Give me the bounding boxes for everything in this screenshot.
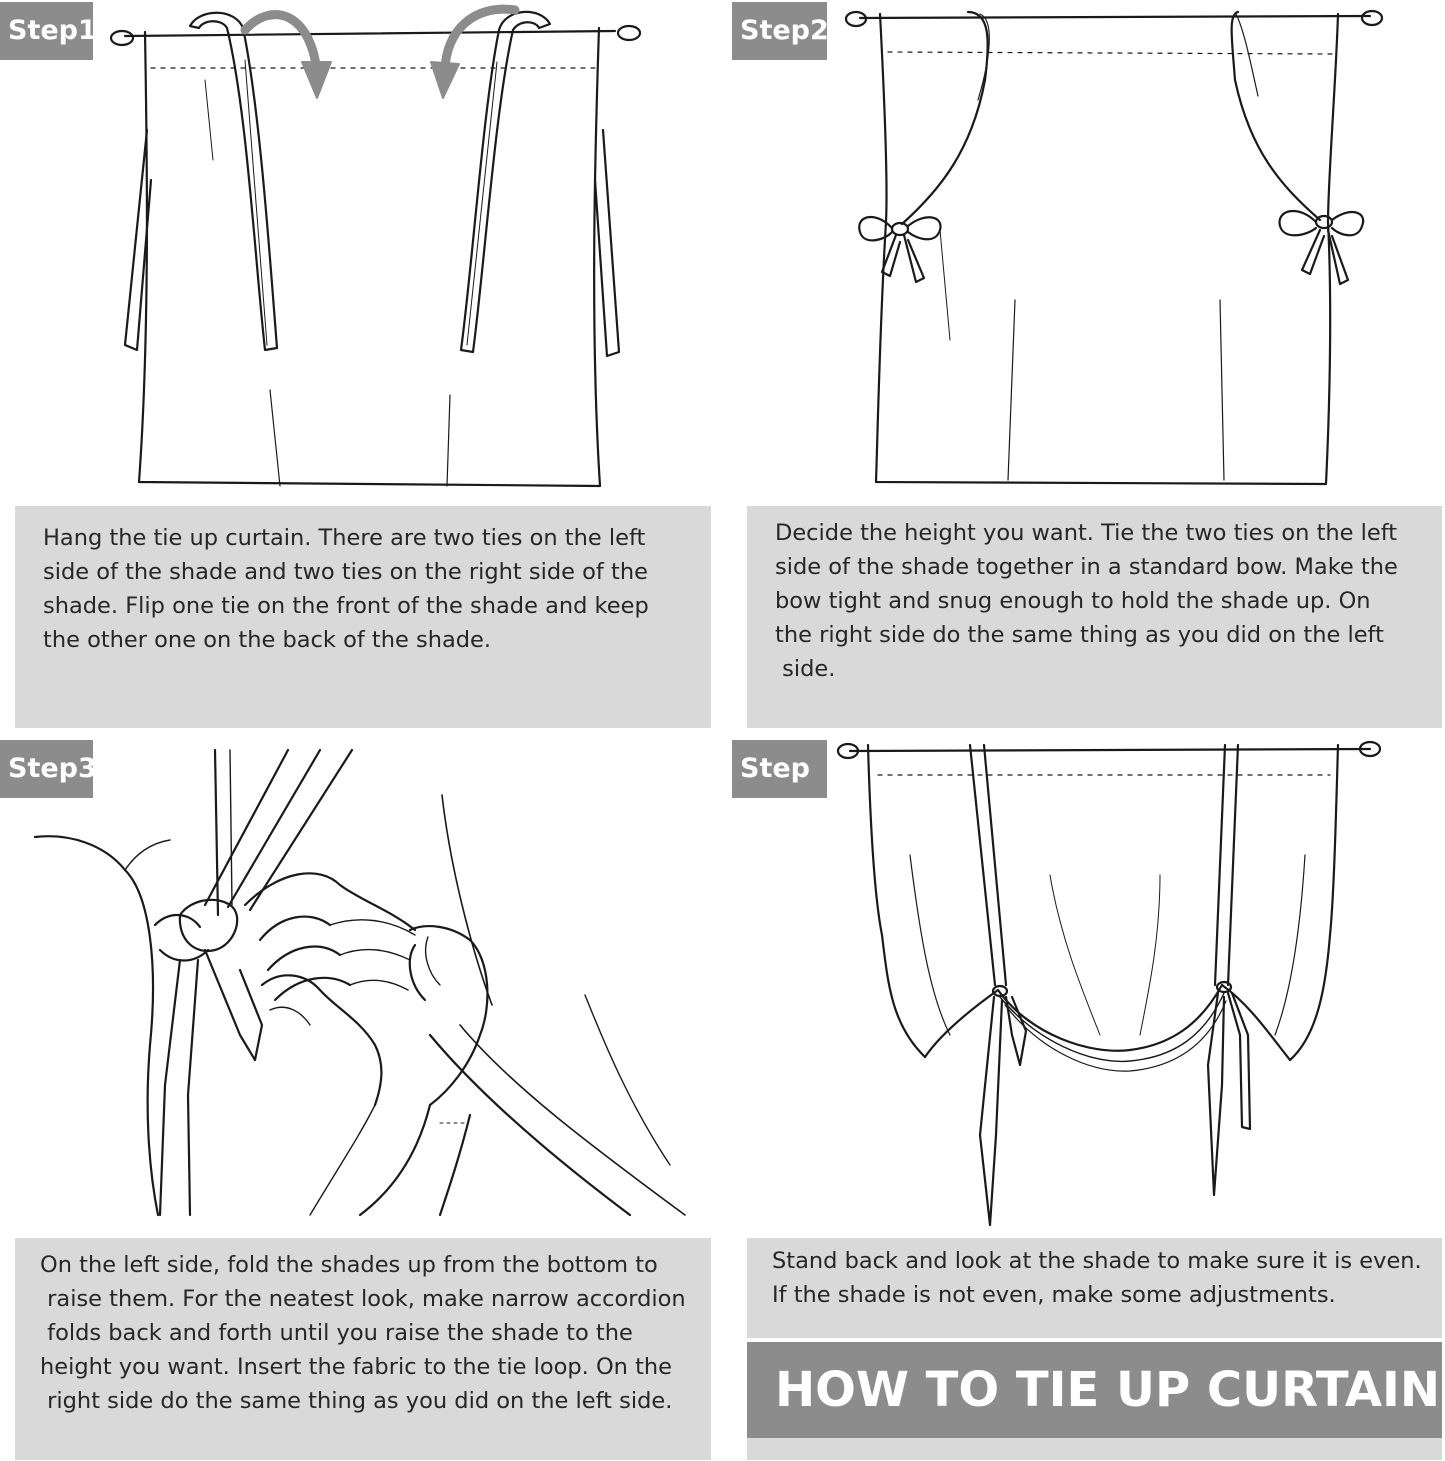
description-line: Decide the height you want. Tie the two ties on the left xyxy=(775,520,1398,546)
step2-tag: Step2 xyxy=(732,2,827,60)
step4-tag: Step 4 xyxy=(732,740,827,798)
step3-description xyxy=(15,1238,711,1460)
step3-illustration xyxy=(30,745,700,1220)
description-line: side. xyxy=(775,656,836,682)
guide-title-banner xyxy=(747,1342,1442,1438)
description-line: right side do the same thing as you did on the left side. xyxy=(40,1388,673,1414)
description-line: On the left side, fold the shades up from the bottom to xyxy=(40,1252,658,1278)
guide-title: HOW TO TIE UP CURTAIN xyxy=(775,1362,1441,1418)
description-line: height you want. Insert the fabric to the tie loop. On the xyxy=(40,1354,673,1380)
description-line: bow tight and snug enough to hold the shade up. On xyxy=(775,588,1371,614)
step2-description xyxy=(747,506,1442,728)
description-line: Stand back and look at the shade to make sure it is even. xyxy=(772,1248,1422,1274)
description-line: the right side do the same thing as you did on the left xyxy=(775,622,1384,648)
curtain-with-bows-icon xyxy=(840,0,1400,495)
description-line: the other one on the back of the shade. xyxy=(43,627,492,653)
step3-tag: Step3 xyxy=(0,740,93,798)
raised-balloon-curtain-icon xyxy=(830,735,1390,1235)
description-line: Hang the tie up curtain. There are two ties on the left xyxy=(43,525,646,551)
step4-illustration xyxy=(830,735,1390,1235)
step1-description xyxy=(15,506,711,728)
hands-folding-fabric-icon xyxy=(30,745,700,1220)
step1-tag: Step1 xyxy=(0,2,93,60)
step4-description xyxy=(747,1238,1442,1338)
description-line: folds back and forth until you raise the shade to the xyxy=(40,1320,633,1346)
description-line: If the shade is not even, make some adjustments. xyxy=(772,1282,1336,1308)
banner-bottom-strip xyxy=(747,1438,1442,1460)
description-line: raise them. For the neatest look, make narrow accordion xyxy=(40,1286,686,1312)
curtain-with-ties-icon xyxy=(95,0,655,495)
description-line: side of the shade and two ties on the right side of the xyxy=(43,559,648,585)
description-line: shade. Flip one tie on the front of the shade and keep xyxy=(43,593,649,619)
step1-illustration xyxy=(95,0,655,495)
description-line: side of the shade together in a standard bow. Make the xyxy=(775,554,1398,580)
step2-illustration xyxy=(840,0,1400,495)
